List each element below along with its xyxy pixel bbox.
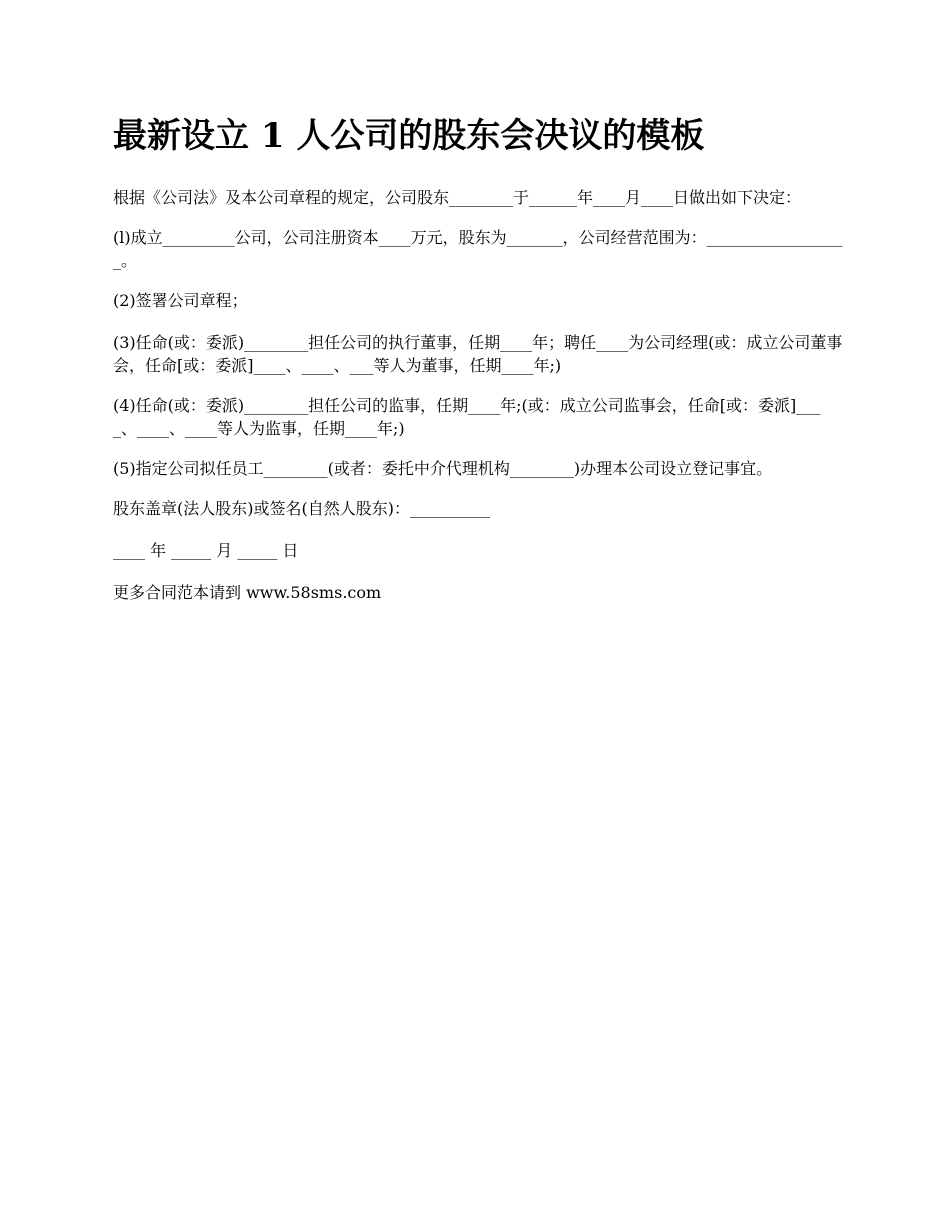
resolution-intro: 根据《公司法》及本公司章程的规定，公司股东________于______年____月____日做出如下决定： <box>113 188 802 207</box>
resolution-item-3: (3)任命(或：委派)________担任公司的执行董事，任期____年；聘任____为公司经理(或：成立公司董事会，任命[或：委派]____、____、___等人为董事，任期____年;) <box>113 333 843 375</box>
resolution-item-1: (l)成立_________公司，公司注册资本____万元，股东为_______，公司经营范围为：__________________。 <box>113 228 843 270</box>
document-page <box>113 112 843 623</box>
resolution-item-4: (4)任命(或：委派)________担任公司的监事，任期____年;(或：成立公司监事会，任命[或：委派]____、____、____等人为监事，任期____年;) <box>113 396 821 438</box>
shareholder-signature-line: 股东盖章(法人股东)或签名(自然人股东)：__________ <box>113 499 490 518</box>
document-title: 最新设立 1 人公司的股东会决议的模板 <box>113 116 705 156</box>
resolution-item-5: (5)指定公司拟任员工________(或者：委托中介代理机构________)办理本公司设立登记事宜。 <box>113 459 773 478</box>
date-line: ____ 年 _____ 月 _____ 日 <box>113 541 299 560</box>
resolution-item-2: (2)签署公司章程； <box>113 291 248 310</box>
footer-link-text: 更多合同范本请到 www.58sms.com <box>113 583 382 602</box>
